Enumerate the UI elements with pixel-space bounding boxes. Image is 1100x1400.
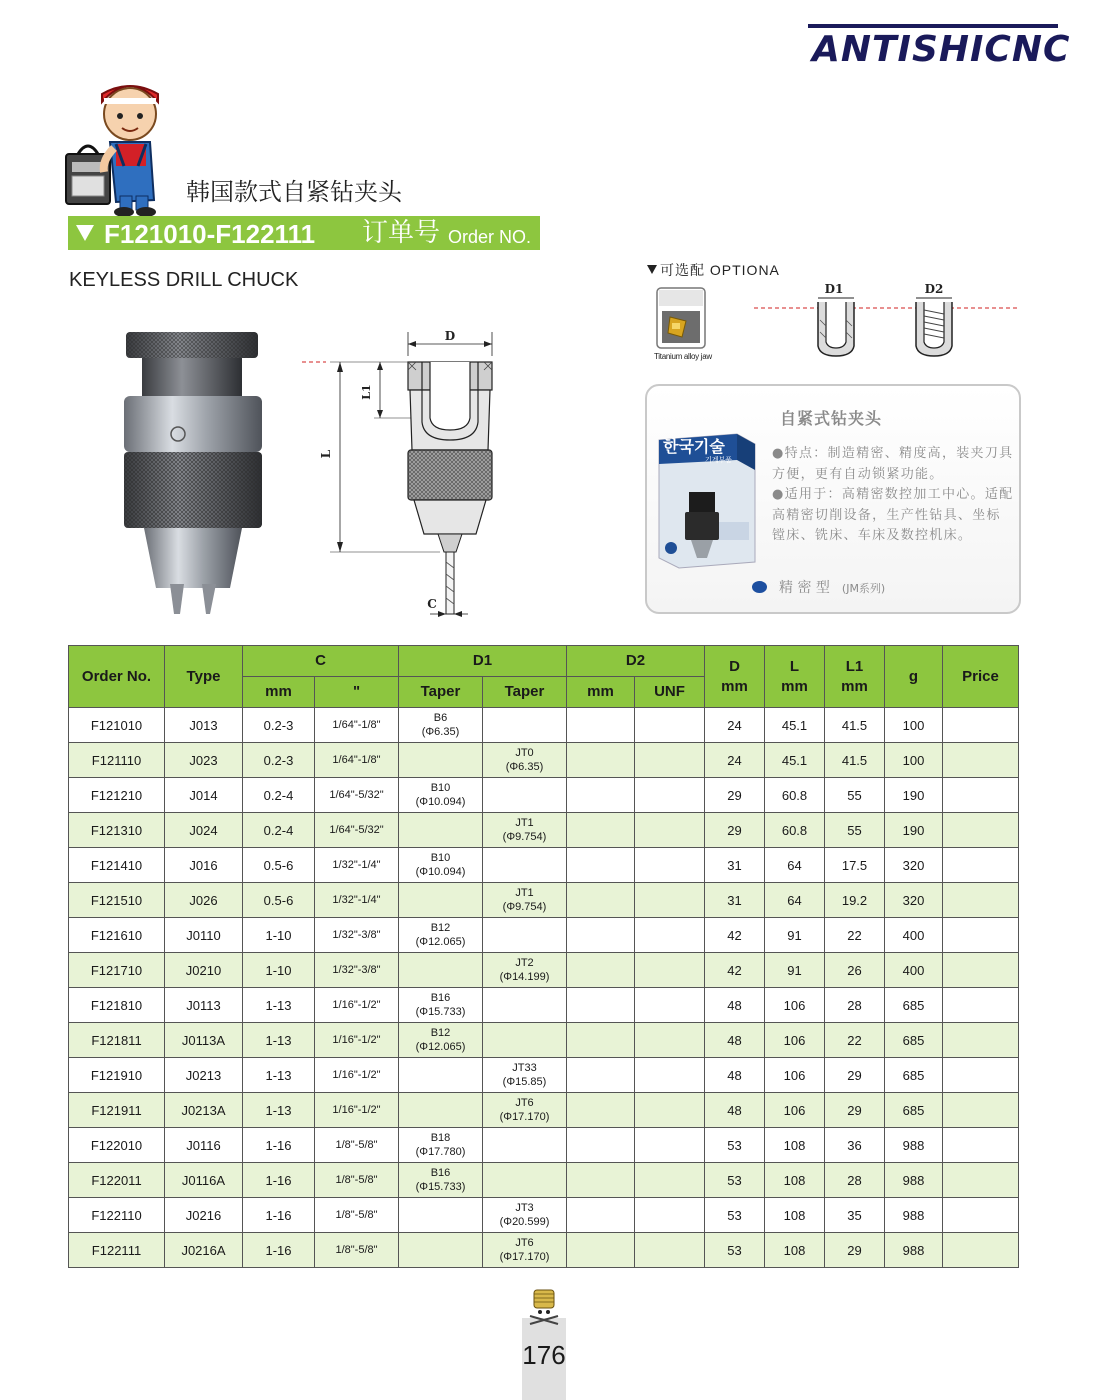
cell-order-no: F121410 bbox=[69, 848, 165, 883]
cell-d1-taper-a bbox=[399, 953, 483, 988]
spec-table bbox=[68, 645, 1019, 1268]
cell-l1: 55 bbox=[825, 778, 885, 813]
header-d: D mm bbox=[705, 646, 765, 708]
d2-label: D2 bbox=[924, 282, 944, 296]
cell-order-no: F121310 bbox=[69, 813, 165, 848]
cell-order-no: F122111 bbox=[69, 1233, 165, 1268]
cell-d2-unf bbox=[635, 848, 705, 883]
cell-c-mm: 0.5-6 bbox=[243, 848, 315, 883]
cell-d1-taper-b: JT33 (Φ15.85) bbox=[483, 1058, 567, 1093]
cell-g: 988 bbox=[885, 1163, 943, 1198]
cell-d1-taper-a: B12 (Φ12.065) bbox=[399, 918, 483, 953]
product-title-cn: 韩国款式自紧钻夹头 bbox=[186, 178, 402, 206]
page-number: 176 bbox=[522, 1340, 566, 1370]
cell-l1: 28 bbox=[825, 988, 885, 1023]
cell-g: 190 bbox=[885, 778, 943, 813]
cell-d: 24 bbox=[705, 708, 765, 743]
cell-c-inch: 1/32"-3/8" bbox=[315, 953, 399, 988]
header-order-no: Order No. bbox=[69, 646, 165, 708]
mascot-illustration bbox=[64, 72, 164, 218]
cell-d: 53 bbox=[705, 1198, 765, 1233]
drawing-label-l1: L1 bbox=[360, 384, 373, 400]
drill-chuck-photo bbox=[118, 328, 268, 618]
order-range: F121010-F122111 bbox=[104, 219, 316, 249]
product-name-en: KEYLESS DRILL CHUCK bbox=[69, 269, 299, 291]
cell-type: J026 bbox=[165, 883, 243, 918]
cell-d2-unf bbox=[635, 743, 705, 778]
cell-type: J0116 bbox=[165, 1128, 243, 1163]
cell-type: J024 bbox=[165, 813, 243, 848]
cell-l1: 29 bbox=[825, 1233, 885, 1268]
cell-g: 100 bbox=[885, 743, 943, 778]
optional-label-text: 可选配 OPTIONA bbox=[660, 262, 780, 278]
cell-d2-unf bbox=[635, 1093, 705, 1128]
cell-c-inch: 1/16"-1/2" bbox=[315, 1093, 399, 1128]
cell-order-no: F121811 bbox=[69, 1023, 165, 1058]
cell-order-no: F121911 bbox=[69, 1093, 165, 1128]
cell-c-mm: 1-10 bbox=[243, 953, 315, 988]
cell-l1: 22 bbox=[825, 1023, 885, 1058]
table-row bbox=[69, 813, 1019, 848]
brand-logo bbox=[808, 24, 1071, 70]
triangle-down-icon bbox=[647, 265, 657, 274]
cell-d2-mm bbox=[567, 708, 635, 743]
table-row bbox=[69, 1128, 1019, 1163]
cell-c-mm: 0.2-4 bbox=[243, 813, 315, 848]
cell-d1-taper-a bbox=[399, 743, 483, 778]
cell-d2-mm bbox=[567, 1128, 635, 1163]
cell-type: J0213A bbox=[165, 1093, 243, 1128]
cell-d2-mm bbox=[567, 813, 635, 848]
cell-d1-taper-b bbox=[483, 918, 567, 953]
cell-l: 60.8 bbox=[765, 778, 825, 813]
cell-d2-unf bbox=[635, 1023, 705, 1058]
cell-d: 24 bbox=[705, 743, 765, 778]
cell-price bbox=[943, 848, 1019, 883]
cell-d: 48 bbox=[705, 1058, 765, 1093]
cell-l: 60.8 bbox=[765, 813, 825, 848]
cell-g: 988 bbox=[885, 1128, 943, 1163]
cell-l1: 35 bbox=[825, 1198, 885, 1233]
cell-price bbox=[943, 988, 1019, 1023]
cell-d2-mm bbox=[567, 848, 635, 883]
cell-c-mm: 1-16 bbox=[243, 1163, 315, 1198]
cell-d1-taper-b bbox=[483, 988, 567, 1023]
cell-d1-taper-b bbox=[483, 848, 567, 883]
cell-d2-mm bbox=[567, 1233, 635, 1268]
info-panel-text bbox=[772, 444, 1014, 547]
cell-d2-mm bbox=[567, 918, 635, 953]
cell-c-inch: 1/32"-1/4" bbox=[315, 848, 399, 883]
box-korean-text: 한국기술 bbox=[663, 437, 725, 456]
drawing-label-d: D bbox=[444, 329, 456, 343]
cell-type: J0116A bbox=[165, 1163, 243, 1198]
jaw-caption: Titanium alloy jaw bbox=[654, 352, 712, 361]
drawing-label-l: L bbox=[319, 449, 333, 459]
cell-price bbox=[943, 778, 1019, 813]
cell-g: 320 bbox=[885, 883, 943, 918]
table-row bbox=[69, 953, 1019, 988]
cell-l1: 36 bbox=[825, 1128, 885, 1163]
cell-d1-taper-b bbox=[483, 1163, 567, 1198]
cell-price bbox=[943, 1198, 1019, 1233]
cell-type: J0110 bbox=[165, 918, 243, 953]
cell-price bbox=[943, 813, 1019, 848]
cell-l: 106 bbox=[765, 1023, 825, 1058]
header-type: Type bbox=[165, 646, 243, 708]
cell-d2-unf bbox=[635, 813, 705, 848]
cell-d1-taper-a bbox=[399, 1233, 483, 1268]
cell-type: J0216A bbox=[165, 1233, 243, 1268]
cell-l: 91 bbox=[765, 953, 825, 988]
cell-d1-taper-b: JT1 (Φ9.754) bbox=[483, 813, 567, 848]
cell-c-inch: 1/64"-5/32" bbox=[315, 813, 399, 848]
cell-g: 190 bbox=[885, 813, 943, 848]
cell-l1: 29 bbox=[825, 1093, 885, 1128]
cell-type: J023 bbox=[165, 743, 243, 778]
cell-d1-taper-a: B6 (Φ6.35) bbox=[399, 708, 483, 743]
cell-type: J013 bbox=[165, 708, 243, 743]
cell-l1: 55 bbox=[825, 813, 885, 848]
order-number-banner bbox=[68, 216, 540, 250]
cell-type: J016 bbox=[165, 848, 243, 883]
cell-d: 31 bbox=[705, 848, 765, 883]
brand-logo-text: ANTISHICNC bbox=[812, 29, 1071, 70]
cell-d2-mm bbox=[567, 1023, 635, 1058]
cell-d1-taper-b bbox=[483, 1128, 567, 1163]
header-d1-taper-b: Taper bbox=[483, 677, 567, 708]
cell-c-inch: 1/16"-1/2" bbox=[315, 988, 399, 1023]
table-row bbox=[69, 778, 1019, 813]
header-l: L mm bbox=[765, 646, 825, 708]
cell-d1-taper-a: B12 (Φ12.065) bbox=[399, 1023, 483, 1058]
cell-price bbox=[943, 883, 1019, 918]
cell-l1: 41.5 bbox=[825, 708, 885, 743]
cell-price bbox=[943, 918, 1019, 953]
cell-price bbox=[943, 743, 1019, 778]
cell-c-inch: 1/32"-1/4" bbox=[315, 883, 399, 918]
cell-g: 400 bbox=[885, 953, 943, 988]
cell-d1-taper-b: JT6 (Φ17.170) bbox=[483, 1233, 567, 1268]
cell-order-no: F121110 bbox=[69, 743, 165, 778]
cell-price bbox=[943, 953, 1019, 988]
cell-d1-taper-a: B18 (Φ17.780) bbox=[399, 1128, 483, 1163]
cell-c-inch: 1/32"-3/8" bbox=[315, 918, 399, 953]
cell-d1-taper-a: B10 (Φ10.094) bbox=[399, 848, 483, 883]
cell-g: 685 bbox=[885, 1093, 943, 1128]
table-row bbox=[69, 988, 1019, 1023]
cell-l: 108 bbox=[765, 1198, 825, 1233]
cell-price bbox=[943, 1093, 1019, 1128]
cell-d: 29 bbox=[705, 778, 765, 813]
cell-l: 106 bbox=[765, 1093, 825, 1128]
cell-c-inch: 1/8"-5/8" bbox=[315, 1233, 399, 1268]
table-row bbox=[69, 918, 1019, 953]
info-panel-title: 自紧式钻夹头 bbox=[780, 409, 883, 428]
cell-type: J0210 bbox=[165, 953, 243, 988]
cell-d2-mm bbox=[567, 883, 635, 918]
drawing-label-c: C bbox=[427, 597, 437, 611]
cell-l: 108 bbox=[765, 1163, 825, 1198]
table-row bbox=[69, 1163, 1019, 1198]
cell-c-inch: 1/64"-1/8" bbox=[315, 743, 399, 778]
cell-g: 685 bbox=[885, 988, 943, 1023]
bullet-dot-icon bbox=[752, 581, 767, 593]
cell-d2-mm bbox=[567, 1163, 635, 1198]
cell-g: 988 bbox=[885, 1198, 943, 1233]
cell-d2-mm bbox=[567, 988, 635, 1023]
table-row bbox=[69, 1233, 1019, 1268]
cell-c-mm: 0.2-4 bbox=[243, 778, 315, 813]
cell-c-inch: 1/16"-1/2" bbox=[315, 1058, 399, 1093]
header-d2: D2 bbox=[567, 646, 705, 677]
optional-label bbox=[647, 261, 780, 279]
header-d2-mm: mm bbox=[567, 677, 635, 708]
cell-d1-taper-a bbox=[399, 883, 483, 918]
cell-c-inch: 1/8"-5/8" bbox=[315, 1163, 399, 1198]
cell-d: 48 bbox=[705, 1023, 765, 1058]
cell-c-inch: 1/64"-5/32" bbox=[315, 778, 399, 813]
cell-d: 42 bbox=[705, 918, 765, 953]
d1-label: D1 bbox=[824, 282, 844, 296]
table-row bbox=[69, 1093, 1019, 1128]
cell-l: 108 bbox=[765, 1233, 825, 1268]
cell-type: J0113 bbox=[165, 988, 243, 1023]
cell-d1-taper-a: B10 (Φ10.094) bbox=[399, 778, 483, 813]
cell-d1-taper-a bbox=[399, 1093, 483, 1128]
cell-c-mm: 0.2-3 bbox=[243, 743, 315, 778]
cell-g: 685 bbox=[885, 1023, 943, 1058]
cell-d: 53 bbox=[705, 1128, 765, 1163]
cell-g: 100 bbox=[885, 708, 943, 743]
cell-price bbox=[943, 1233, 1019, 1268]
cell-d2-unf bbox=[635, 778, 705, 813]
feature-paragraph: ●特点：制造精密、精度高，装夹刀具方便，更有自动锁紧功能。 bbox=[772, 446, 1014, 482]
cell-d1-taper-b: JT1 (Φ9.754) bbox=[483, 883, 567, 918]
cell-d1-taper-a bbox=[399, 813, 483, 848]
cell-d2-mm bbox=[567, 1198, 635, 1233]
cell-d2-unf bbox=[635, 1163, 705, 1198]
technical-drawing bbox=[300, 326, 510, 626]
header-d1: D1 bbox=[399, 646, 567, 677]
cell-d2-unf bbox=[635, 708, 705, 743]
cell-order-no: F121210 bbox=[69, 778, 165, 813]
header-c: C bbox=[243, 646, 399, 677]
cell-g: 320 bbox=[885, 848, 943, 883]
header-d2-unf: UNF bbox=[635, 677, 705, 708]
cell-d2-mm bbox=[567, 1093, 635, 1128]
cell-g: 988 bbox=[885, 1233, 943, 1268]
header-d1-taper-a: Taper bbox=[399, 677, 483, 708]
cell-price bbox=[943, 1058, 1019, 1093]
cell-c-mm: 1-16 bbox=[243, 1233, 315, 1268]
cell-c-inch: 1/8"-5/8" bbox=[315, 1198, 399, 1233]
cell-c-inch: 1/64"-1/8" bbox=[315, 708, 399, 743]
product-box-image bbox=[655, 430, 759, 570]
cell-l: 45.1 bbox=[765, 743, 825, 778]
cell-d1-taper-a bbox=[399, 1198, 483, 1233]
cell-price bbox=[943, 1163, 1019, 1198]
cell-order-no: F122011 bbox=[69, 1163, 165, 1198]
cell-c-mm: 1-13 bbox=[243, 988, 315, 1023]
table-row bbox=[69, 1058, 1019, 1093]
series-tag bbox=[752, 577, 885, 597]
cell-c-mm: 1-13 bbox=[243, 1093, 315, 1128]
cell-c-mm: 1-16 bbox=[243, 1198, 315, 1233]
cell-l: 106 bbox=[765, 1058, 825, 1093]
cell-d2-mm bbox=[567, 743, 635, 778]
cell-order-no: F121810 bbox=[69, 988, 165, 1023]
cell-l1: 17.5 bbox=[825, 848, 885, 883]
table-row bbox=[69, 1023, 1019, 1058]
cell-d1-taper-b: JT0 (Φ6.35) bbox=[483, 743, 567, 778]
cell-c-inch: 1/8"-5/8" bbox=[315, 1128, 399, 1163]
cell-d1-taper-a: B16 (Φ15.733) bbox=[399, 988, 483, 1023]
cell-g: 400 bbox=[885, 918, 943, 953]
cell-d2-unf bbox=[635, 1058, 705, 1093]
cell-d: 29 bbox=[705, 813, 765, 848]
order-label-en: Order NO. bbox=[448, 227, 532, 247]
application-paragraph: ●适用于：高精密数控加工中心。适配高精密切削设备，生产性钻具、坐标镗床、铣床、车床及数控机床。 bbox=[772, 487, 1014, 544]
header-l1: L1 mm bbox=[825, 646, 885, 708]
cell-d: 53 bbox=[705, 1163, 765, 1198]
cell-d2-mm bbox=[567, 778, 635, 813]
cell-price bbox=[943, 708, 1019, 743]
cell-l1: 19.2 bbox=[825, 883, 885, 918]
cell-d2-unf bbox=[635, 1198, 705, 1233]
cell-c-inch: 1/16"-1/2" bbox=[315, 1023, 399, 1058]
cell-d2-unf bbox=[635, 883, 705, 918]
cell-type: J0213 bbox=[165, 1058, 243, 1093]
cell-c-mm: 0.2-3 bbox=[243, 708, 315, 743]
cell-type: J0113A bbox=[165, 1023, 243, 1058]
cell-l: 64 bbox=[765, 848, 825, 883]
cell-l: 64 bbox=[765, 883, 825, 918]
cell-price bbox=[943, 1128, 1019, 1163]
cell-d1-taper-b: JT3 (Φ20.599) bbox=[483, 1198, 567, 1233]
box-korean-sub: 기계부품 bbox=[705, 456, 733, 464]
cell-order-no: F121610 bbox=[69, 918, 165, 953]
cell-d: 42 bbox=[705, 953, 765, 988]
cell-d2-unf bbox=[635, 953, 705, 988]
cell-c-mm: 1-10 bbox=[243, 918, 315, 953]
cell-d2-mm bbox=[567, 953, 635, 988]
cell-d2-mm bbox=[567, 1058, 635, 1093]
cell-d2-unf bbox=[635, 1233, 705, 1268]
cell-l: 106 bbox=[765, 988, 825, 1023]
cell-l: 91 bbox=[765, 918, 825, 953]
cell-c-mm: 1-16 bbox=[243, 1128, 315, 1163]
cell-d1-taper-a bbox=[399, 1058, 483, 1093]
cell-d: 53 bbox=[705, 1233, 765, 1268]
cell-d2-unf bbox=[635, 1128, 705, 1163]
cell-l1: 22 bbox=[825, 918, 885, 953]
cell-c-mm: 0.5-6 bbox=[243, 883, 315, 918]
cell-d: 48 bbox=[705, 1093, 765, 1128]
cell-type: J014 bbox=[165, 778, 243, 813]
cell-l1: 28 bbox=[825, 1163, 885, 1198]
table-row bbox=[69, 1198, 1019, 1233]
cell-g: 685 bbox=[885, 1058, 943, 1093]
table-row bbox=[69, 743, 1019, 778]
cell-order-no: F122010 bbox=[69, 1128, 165, 1163]
cell-order-no: F121010 bbox=[69, 708, 165, 743]
cell-d2-unf bbox=[635, 918, 705, 953]
cell-price bbox=[943, 1023, 1019, 1058]
cell-d2-unf bbox=[635, 988, 705, 1023]
series-label: 精 密 型 bbox=[779, 580, 830, 596]
chuck-mascot-icon bbox=[526, 1288, 562, 1328]
series-code: (JM系列) bbox=[841, 582, 886, 595]
order-label-cn: 订单号 bbox=[362, 218, 441, 248]
triangle-down-icon bbox=[76, 225, 94, 241]
table-row bbox=[69, 883, 1019, 918]
d1-d2-diagram bbox=[754, 280, 1018, 364]
cell-d1-taper-b: JT2 (Φ14.199) bbox=[483, 953, 567, 988]
cell-d1-taper-b bbox=[483, 1023, 567, 1058]
cell-order-no: F121510 bbox=[69, 883, 165, 918]
cell-d: 48 bbox=[705, 988, 765, 1023]
cell-c-mm: 1-13 bbox=[243, 1058, 315, 1093]
cell-c-mm: 1-13 bbox=[243, 1023, 315, 1058]
table-row bbox=[69, 848, 1019, 883]
cell-d1-taper-b bbox=[483, 708, 567, 743]
cell-l1: 29 bbox=[825, 1058, 885, 1093]
cell-d1-taper-b bbox=[483, 778, 567, 813]
header-price: Price bbox=[943, 646, 1019, 708]
cell-order-no: F122110 bbox=[69, 1198, 165, 1233]
table-row bbox=[69, 708, 1019, 743]
cell-type: J0216 bbox=[165, 1198, 243, 1233]
cell-l: 108 bbox=[765, 1128, 825, 1163]
cell-l: 45.1 bbox=[765, 708, 825, 743]
cell-l1: 26 bbox=[825, 953, 885, 988]
titanium-jaw-image bbox=[656, 287, 706, 349]
header-c-inch: " bbox=[315, 677, 399, 708]
cell-d1-taper-a: B16 (Φ15.733) bbox=[399, 1163, 483, 1198]
cell-order-no: F121710 bbox=[69, 953, 165, 988]
cell-l1: 41.5 bbox=[825, 743, 885, 778]
header-g: g bbox=[885, 646, 943, 708]
header-c-mm: mm bbox=[243, 677, 315, 708]
cell-d: 31 bbox=[705, 883, 765, 918]
cell-order-no: F121910 bbox=[69, 1058, 165, 1093]
cell-d1-taper-b: JT6 (Φ17.170) bbox=[483, 1093, 567, 1128]
